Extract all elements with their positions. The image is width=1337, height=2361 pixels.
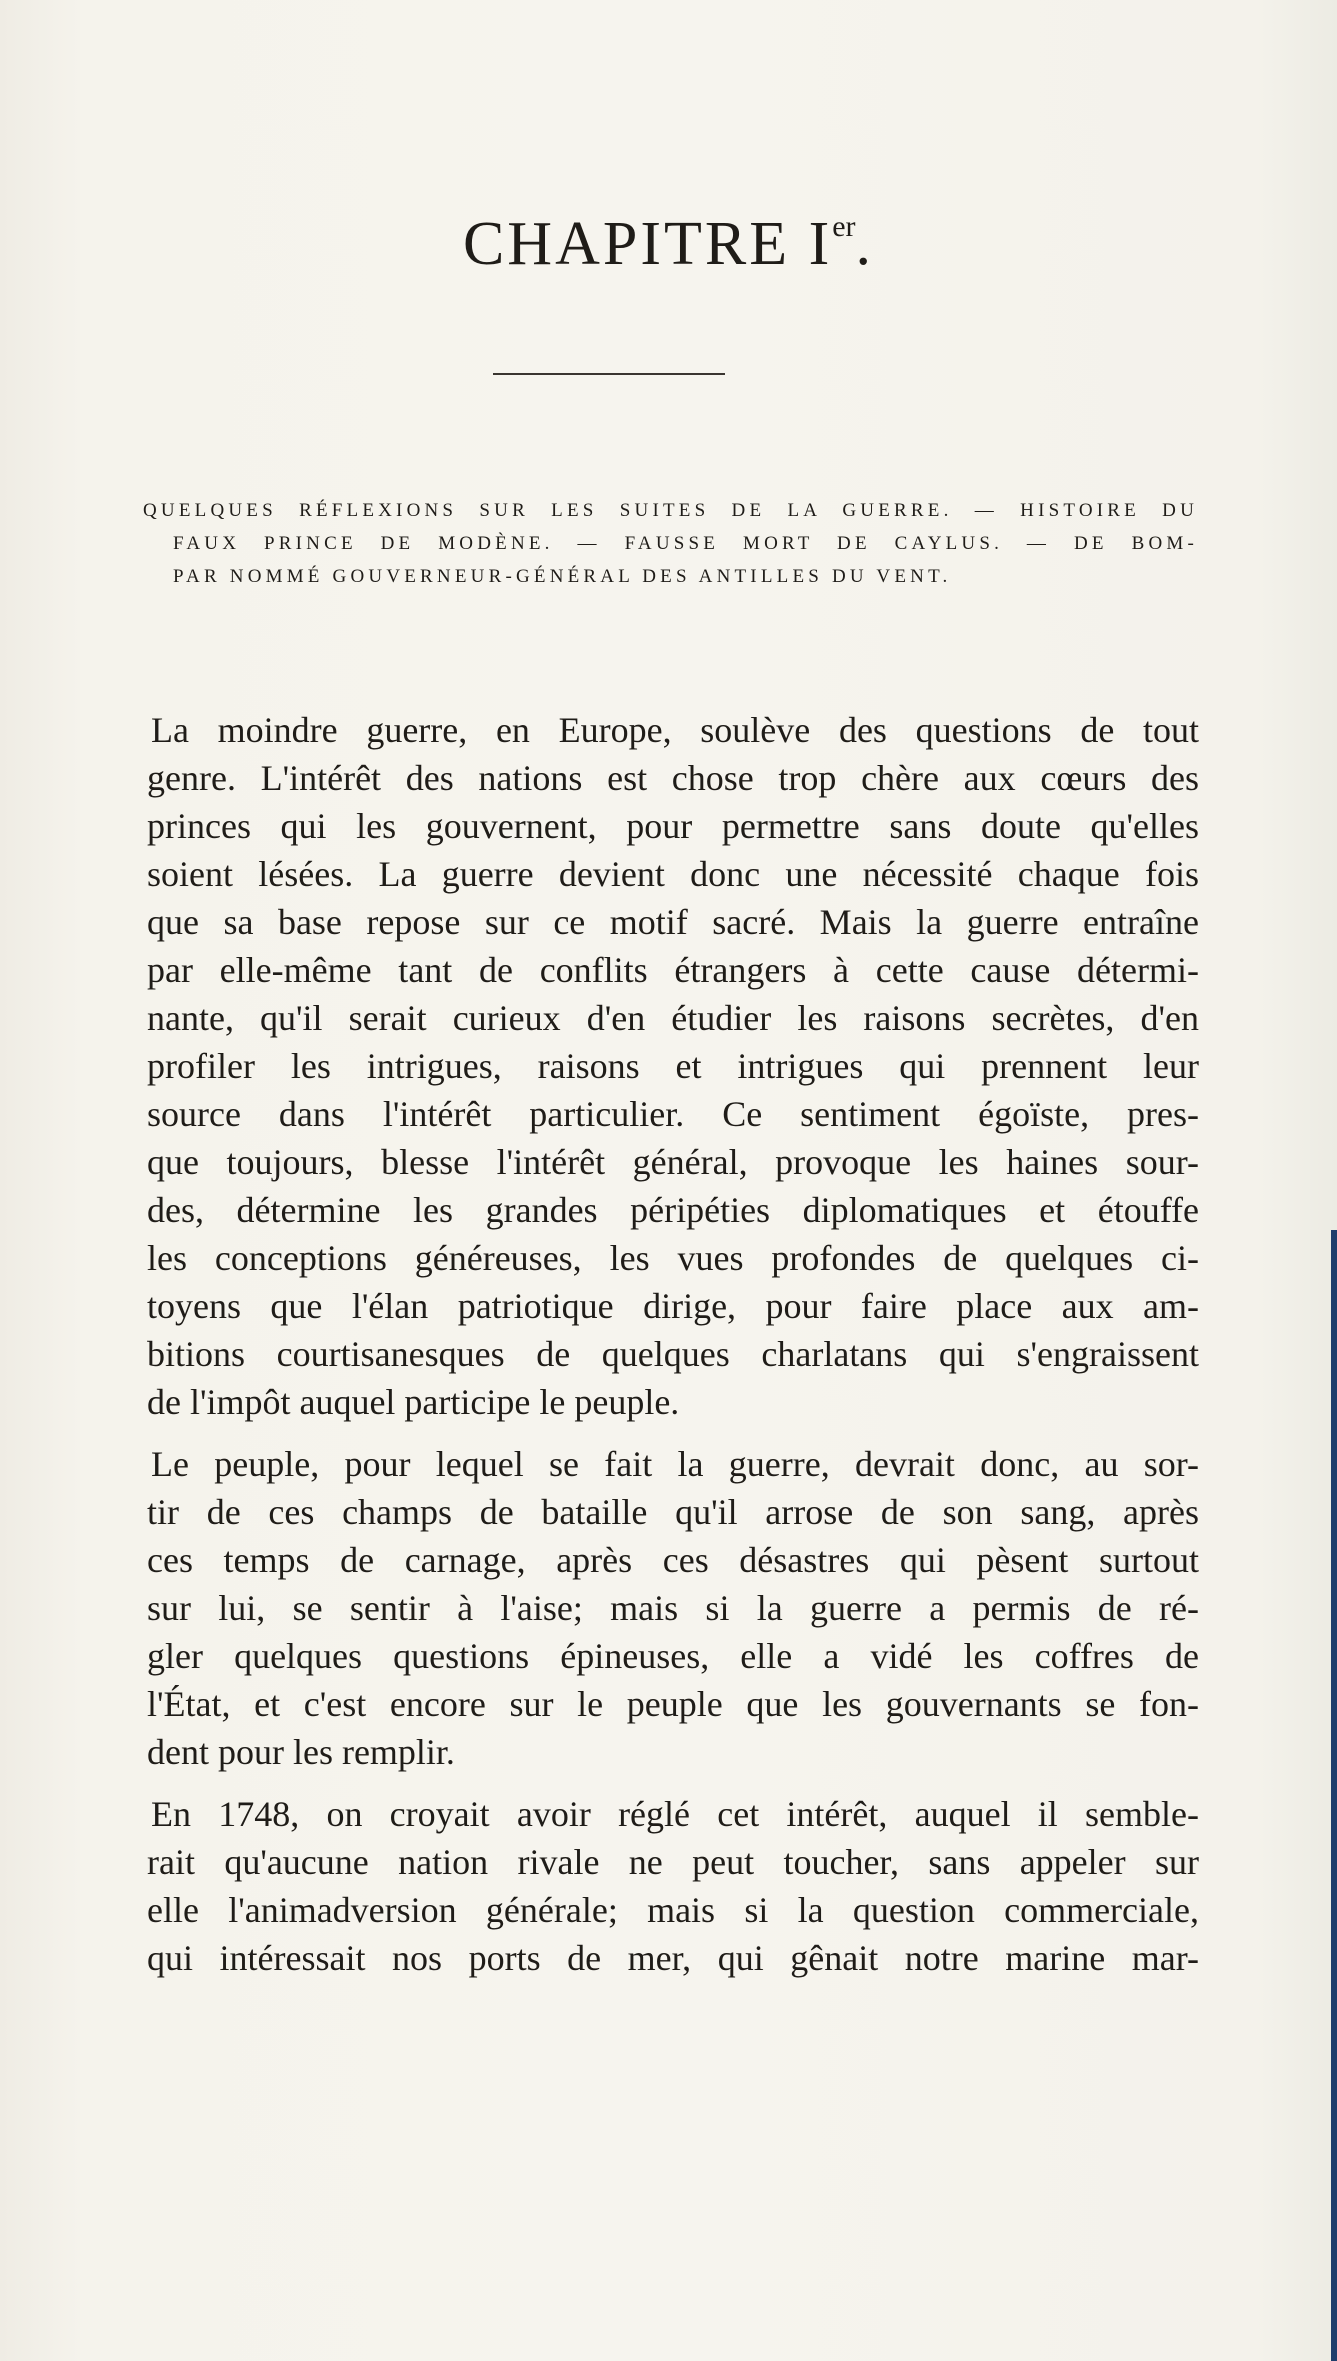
chapter-summary	[143, 494, 1198, 593]
text-line: par elle-même tant de conflits étrangers à cette cause détermi-	[147, 950, 1199, 990]
paragraph-1	[147, 706, 1199, 1426]
chapter-title	[0, 210, 1337, 278]
text-line: genre. L'intérêt des nations est chose trop chère aux cœurs des	[147, 758, 1199, 798]
text-line: En 1748, on croyait avoir réglé cet intérêt, auquel il semble-	[151, 1794, 1199, 1834]
title-divider	[493, 373, 725, 375]
chapter-title-text: CHAPITRE I	[462, 210, 833, 278]
text-line: qui intéressait nos ports de mer, qui gênait notre marine mar-	[147, 1938, 1199, 1978]
text-line: source dans l'intérêt particulier. Ce sentiment égoïste, pres-	[147, 1094, 1199, 1134]
text-line: toyens que l'élan patriotique dirige, pour faire place aux am-	[147, 1286, 1199, 1326]
paragraph-3	[147, 1790, 1199, 1982]
text-line: dent pour les remplir.	[147, 1732, 455, 1772]
text-line: que toujours, blesse l'intérêt général, provoque les haines sour-	[147, 1142, 1199, 1182]
text-line: que sa base repose sur ce motif sacré. Mais la guerre entraîne	[147, 902, 1199, 942]
summary-line: PAR NOMMÉ GOUVERNEUR-GÉNÉRAL DES ANTILLES DU VENT.	[173, 566, 952, 587]
body-text	[147, 706, 1199, 1982]
text-line: soient lésées. La guerre devient donc une nécessité chaque fois	[147, 854, 1199, 894]
text-line: les conceptions généreuses, les vues profondes de quelques ci-	[147, 1238, 1199, 1278]
text-line: rait qu'aucune nation rivale ne peut toucher, sans appeler sur	[147, 1842, 1199, 1882]
text-line: profiler les intrigues, raisons et intrigues qui prennent leur	[147, 1046, 1199, 1086]
text-line: gler quelques questions épineuses, elle a vidé les coffres de	[147, 1636, 1199, 1676]
paragraph-2	[147, 1440, 1199, 1776]
text-line: Le peuple, pour lequel se fait la guerre, devrait donc, au sor-	[151, 1444, 1199, 1484]
text-line: princes qui les gouvernent, pour permettre sans doute qu'elles	[147, 806, 1199, 846]
summary-line: QUELQUES RÉFLEXIONS SUR LES SUITES DE LA GUERRE. — HISTOIRE DU	[143, 500, 1198, 521]
text-line: La moindre guerre, en Europe, soulève des questions de tout	[151, 710, 1199, 750]
text-line: des, détermine les grandes péripéties diplomatiques et étouffe	[147, 1190, 1199, 1230]
chapter-title-period: .	[855, 210, 875, 278]
text-line: l'État, et c'est encore sur le peuple que les gouvernants se fon-	[147, 1684, 1199, 1724]
page-edge-strip	[1331, 1230, 1337, 2361]
chapter-title-superscript: er	[832, 210, 856, 243]
text-line: bitions courtisanesques de quelques charlatans qui s'engraissent	[147, 1334, 1199, 1374]
text-line: tir de ces champs de bataille qu'il arrose de son sang, après	[147, 1492, 1199, 1532]
text-line: ces temps de carnage, après ces désastres qui pèsent surtout	[147, 1540, 1199, 1580]
text-line: sur lui, se sentir à l'aise; mais si la guerre a permis de ré-	[147, 1588, 1199, 1628]
text-line: elle l'animadversion générale; mais si la question commerciale,	[147, 1890, 1199, 1930]
text-line: de l'impôt auquel participe le peuple.	[147, 1382, 680, 1422]
text-line: nante, qu'il serait curieux d'en étudier les raisons secrètes, d'en	[147, 998, 1199, 1038]
summary-line: FAUX PRINCE DE MODÈNE. — FAUSSE MORT DE CAYLUS. — DE BOM-	[173, 533, 1198, 554]
